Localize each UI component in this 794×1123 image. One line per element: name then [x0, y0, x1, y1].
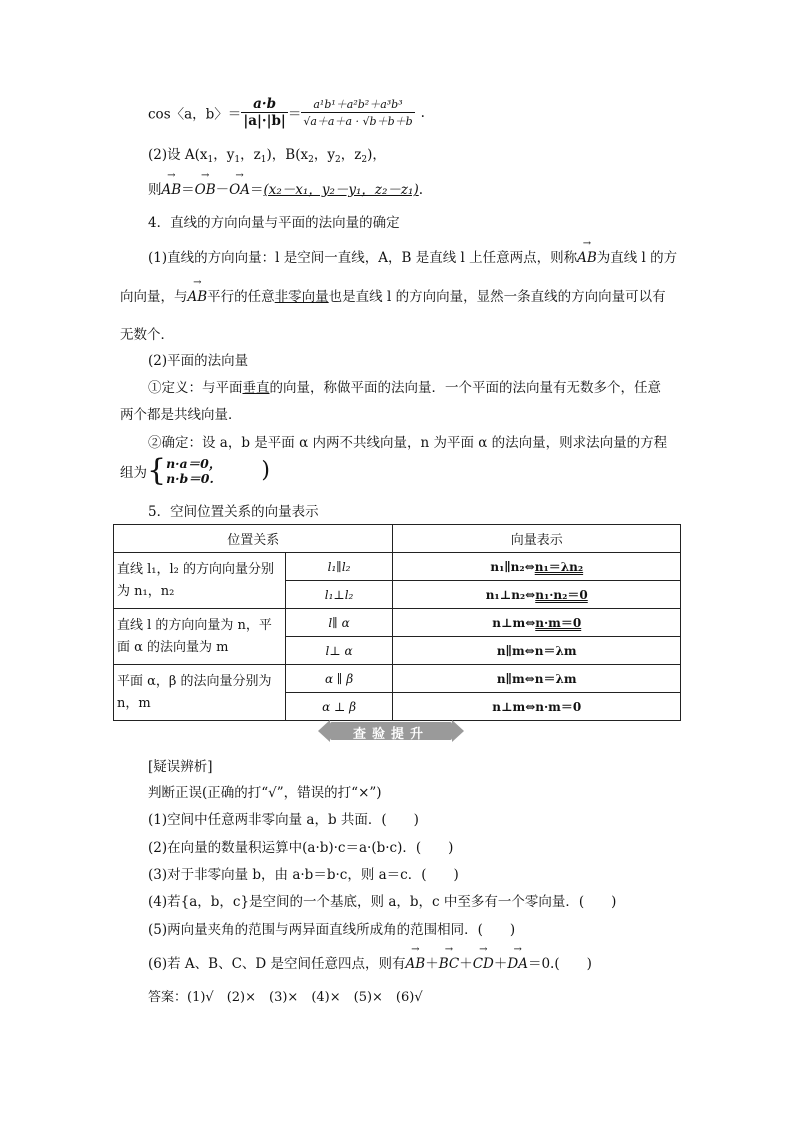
text: 为直线 l 的方	[596, 250, 678, 266]
answer-line: 答案：(1)√ (2)× (3)× (4)× (5)× (6)√	[148, 990, 423, 1005]
section-5-heading: 5．空间位置关系的向量表示	[148, 504, 319, 520]
practice-instruction: 判断正误(正确的打“√”，错误的打“×”)	[148, 785, 382, 801]
relation-cell: l⊥ α	[285, 637, 393, 665]
para-direction-vector-3: 无数个．	[120, 327, 174, 343]
text: (1)直线的方向向量：l 是空间一直线，A，B 是直线 l 上任意两点，则称	[148, 250, 578, 266]
normal-def-1	[148, 376, 661, 396]
group-line-plane: 直线 l 的方向向量为 n，平面 α 的法向量为 m	[114, 609, 286, 665]
representation-cell	[393, 609, 681, 637]
coord-line	[148, 143, 386, 165]
underlined-term: 非零向量	[274, 289, 329, 305]
right-brace: )	[261, 458, 270, 483]
text: ①定义：与平面	[148, 380, 243, 396]
vector-oa: → OA	[229, 182, 250, 198]
sub: 1	[260, 155, 267, 165]
fraction-1	[241, 96, 288, 129]
fraction-2	[301, 96, 414, 129]
frac2-numerator: a¹b¹＋a²b²＋a³b³	[301, 96, 414, 113]
text: －	[215, 182, 230, 198]
text: ，z	[240, 147, 261, 163]
text: ＋	[459, 956, 473, 972]
question-4: (4)若{a，b，c}是空间的一个基底，则 a，b，c 中至多有一个零向量．( )	[148, 894, 617, 910]
frac1-denominator: |a|·|b|	[243, 113, 286, 129]
representation-cell: n∥m⇔n＝λm	[393, 637, 681, 665]
normal-def-2: 两个都是共线向量．	[120, 407, 242, 423]
answer-underlined: (x₂－x₁，y₂－y₁，z₂－z₁)	[263, 182, 419, 198]
equation-1: n·a＝0，	[166, 456, 222, 471]
text: )，	[367, 147, 386, 163]
para-direction-vector-1	[148, 246, 677, 266]
table-header-row	[114, 525, 681, 553]
text: ，y	[313, 147, 335, 163]
text: (2)设 A(x	[148, 147, 208, 163]
vector-ab: → AB	[577, 250, 597, 266]
text: ，y	[213, 147, 235, 163]
group-planes: 平面 α，β 的法向量分别为 n，m	[114, 665, 286, 721]
normal-determine-2	[120, 453, 270, 488]
sub: 2	[361, 155, 368, 165]
text: n⊥m⇔	[492, 616, 536, 630]
relation-cell: l₁∥l₂	[285, 553, 393, 581]
vector-cd: → CD	[473, 956, 494, 972]
representation-cell: n⊥m⇔n·m＝0	[393, 693, 681, 721]
table-row	[114, 553, 681, 581]
normal-vector-title: (2)平面的法向量	[148, 353, 249, 369]
table-row	[114, 665, 681, 693]
text: ＋	[425, 956, 439, 972]
vector-relation-table	[113, 524, 681, 721]
group-lines: 直线 l₁，l₂ 的方向向量分别为 n₁，n₂	[114, 553, 286, 609]
text: ，z	[340, 147, 362, 163]
text: ＝0.( )	[527, 956, 592, 972]
relation-cell: α ∥ β	[285, 665, 393, 693]
vector-ab: → AB	[188, 289, 208, 305]
text: 平行的任意	[207, 289, 275, 305]
text: 也是直线 l 的方向向量，显然一条直线的方向向量可以有	[328, 289, 666, 305]
cos-tail: .	[420, 104, 425, 121]
table-row	[114, 609, 681, 637]
frac1-numerator: a·b	[241, 96, 288, 113]
equation-2: n·b＝0.	[166, 471, 214, 486]
question-3: (3)对于非零向量 b，由 a·b＝b·c，则 a＝c．( )	[148, 867, 459, 883]
question-6	[148, 952, 592, 972]
text: 则	[148, 182, 162, 198]
representation-cell: n∥m⇔n＝λm	[393, 665, 681, 693]
header-relation: 位置关系	[114, 525, 393, 553]
text: 组为	[120, 465, 147, 481]
text: .	[418, 182, 424, 198]
question-2: (2)在向量的数量积运算中(a·b)·c＝a·(b·c)．( )	[148, 840, 454, 856]
vector-ob: → OB	[195, 182, 216, 198]
vector-subtraction-line	[148, 178, 423, 198]
sub: 1	[207, 155, 214, 165]
cos-lhs: cos〈a，b〉＝	[148, 106, 242, 123]
section-4-heading: 4．直线的方向向量与平面的法向量的确定	[148, 215, 400, 231]
section-banner	[316, 720, 466, 742]
double-underlined: n₁·n₂＝0	[535, 588, 588, 602]
text: (6)若 A、B、C、D 是空间任意四点，则有	[148, 956, 406, 972]
relation-cell: α ⊥ β	[285, 693, 393, 721]
header-representation: 向量表示	[393, 525, 681, 553]
text: 向向量，与	[120, 289, 188, 305]
text: ＋	[493, 956, 508, 972]
representation-cell	[393, 581, 681, 609]
left-brace: {	[147, 453, 167, 488]
text: 的向量，称做平面的法向量．一个平面的法向量有无数多个，任意	[269, 380, 661, 396]
cos-formula	[148, 96, 425, 129]
text: ＝	[181, 182, 195, 198]
text: ＝	[250, 182, 264, 198]
double-underlined: n₁＝λn₂	[534, 560, 584, 574]
para-direction-vector-2	[120, 285, 666, 305]
question-5: (5)两向量夹角的范围与两异面直线所成角的范围相同．( )	[148, 922, 516, 938]
normal-determine-1: ②确定：设 a，b 是平面 α 内两不共线向量，n 为平面 α 的法向量，则求法向量的方程	[148, 435, 668, 451]
vector-bc: → BC	[439, 956, 460, 972]
vector-ab: → AB	[406, 956, 426, 972]
frac2-denominator: √a＋a＋a · √b＋b＋b	[303, 115, 413, 128]
equation-system	[166, 456, 221, 486]
sub: 1	[234, 155, 241, 165]
sub: 2	[308, 155, 314, 165]
text: )，B(x	[266, 147, 309, 163]
banner-text: 查验提升	[352, 727, 429, 742]
underlined-term: 垂直	[242, 380, 270, 396]
vector-ab: → AB	[162, 182, 182, 198]
cos-eq: ＝	[287, 106, 302, 123]
representation-cell	[393, 553, 681, 581]
vector-da: → DA	[507, 956, 528, 972]
text: n₁⊥n₂⇔	[485, 588, 536, 602]
text: n₁∥n₂⇔	[490, 560, 535, 574]
sub: 2	[334, 155, 341, 165]
question-1: (1)空间中任意两非零向量 a，b 共面．( )	[148, 812, 419, 828]
practice-tag: [疑误辨析]	[148, 759, 213, 775]
relation-cell: l₁⊥l₂	[285, 581, 393, 609]
double-underlined: n·m＝0	[535, 616, 582, 630]
relation-cell: l∥ α	[285, 609, 393, 637]
